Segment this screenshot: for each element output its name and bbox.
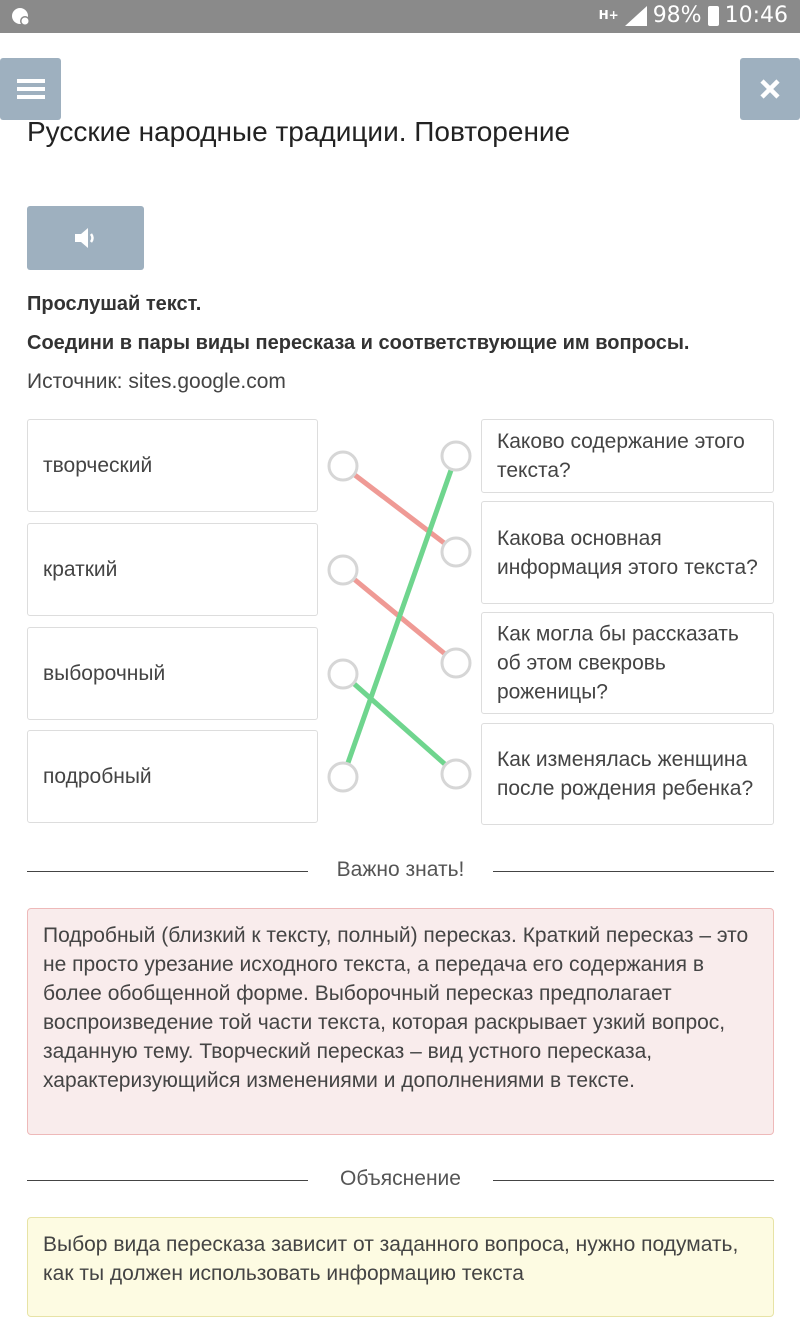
connection-line-correct <box>343 456 456 777</box>
left-connector-4[interactable] <box>329 763 357 791</box>
left-connector-3[interactable] <box>329 660 357 688</box>
left-item-label: подробный <box>43 764 152 788</box>
important-text: Подробный (близкий к тексту, полный) пересказ. Краткий пересказ – это не просто урезание исходного текста, а передача его содержания в более обобщенной форме. Выборочный пересказ предполагает воспроизведение той части текста, которая раскрывает узкий вопрос, заданную тему. Творческий пересказ – вид устного пересказа, характеризующийся изменениями и дополнениями в тексте. <box>43 924 749 1092</box>
left-item-label: творческий <box>43 453 153 477</box>
left-item-label: выборочный <box>43 661 166 685</box>
explanation-box <box>27 1217 774 1317</box>
right-connector-3[interactable] <box>442 649 470 677</box>
left-connector-2[interactable] <box>329 556 357 584</box>
left-connector-1[interactable] <box>329 452 357 480</box>
important-box <box>27 908 774 1135</box>
clock: 10:46 <box>724 3 788 28</box>
instruction-match: Соедини в пары виды пересказа и соответствующие им вопросы. <box>27 332 690 354</box>
right-connector-4[interactable] <box>442 760 470 788</box>
right-connector-2[interactable] <box>442 538 470 566</box>
instruction-listen: Прослушай текст. <box>27 293 202 315</box>
right-item-label: Как изменялась женщина после рождения ребенка? <box>497 748 754 800</box>
right-item-label: Как могла бы рассказать об этом свекровь роженицы? <box>497 622 739 704</box>
right-item-label: Какова основная информация этого текста? <box>497 526 758 579</box>
left-item-label: краткий <box>43 557 118 581</box>
battery-percent: 98% <box>652 3 702 28</box>
right-connector-1[interactable] <box>442 442 470 470</box>
explanation-heading: Объяснение <box>340 1167 461 1190</box>
explanation-divider <box>27 1167 774 1190</box>
page-title: Русские народные традиции. Повторение <box>27 116 571 147</box>
network-type: H+ <box>598 8 619 22</box>
important-heading: Важно знать! <box>336 858 465 881</box>
right-item-label: Каково содержание этого текста? <box>497 430 745 482</box>
explanation-text: Выбор вида пересказа зависит от заданного вопроса, нужно подумать, как ты должен использовать информацию текста <box>43 1233 739 1285</box>
source-text: Источник: sites.google.com <box>27 370 286 393</box>
important-divider <box>27 858 774 881</box>
